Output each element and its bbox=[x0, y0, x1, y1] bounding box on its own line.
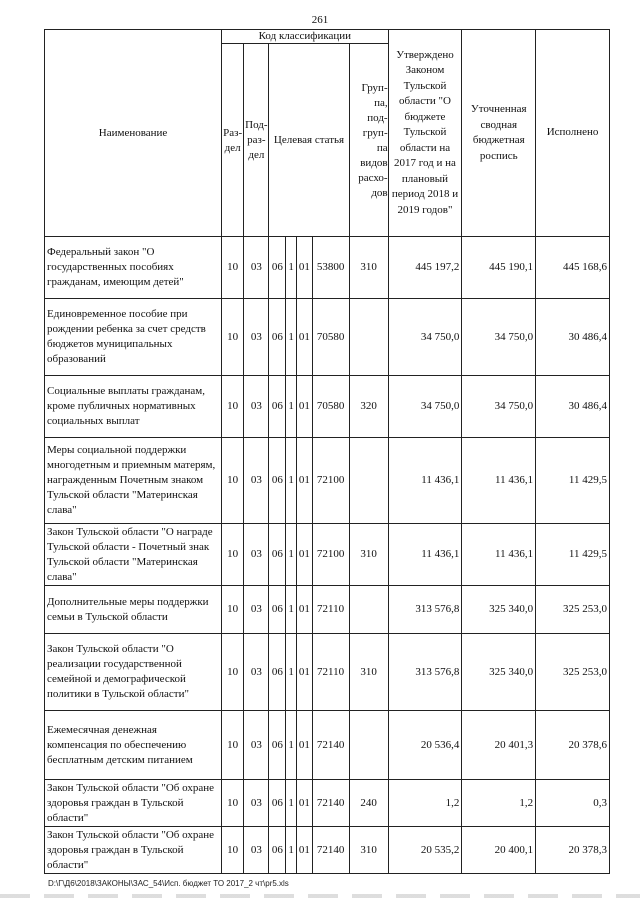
row-group: 240 bbox=[349, 780, 388, 827]
row-group: 310 bbox=[349, 237, 388, 299]
header-executed: Исполнено bbox=[536, 30, 610, 237]
row-name: Единовременное пособие при рождении ребенка за счет средств бюджетов муниципальных образований bbox=[45, 299, 222, 376]
table-body bbox=[45, 237, 610, 874]
row-target-4: 70580 bbox=[312, 299, 349, 376]
header-code-group: Код классификации bbox=[222, 30, 389, 44]
header-name: Наименование bbox=[45, 30, 222, 237]
row-razdel: 10 bbox=[222, 299, 244, 376]
row-executed: 325 253,0 bbox=[536, 634, 610, 711]
row-target-1: 06 bbox=[269, 827, 286, 874]
row-approved: 445 197,2 bbox=[388, 237, 462, 299]
row-podrazdel: 03 bbox=[244, 299, 269, 376]
row-target-3: 01 bbox=[296, 634, 312, 711]
row-target-2: 1 bbox=[286, 634, 297, 711]
row-target-2: 1 bbox=[286, 376, 297, 438]
row-refined: 34 750,0 bbox=[462, 376, 536, 438]
row-approved: 313 576,8 bbox=[388, 634, 462, 711]
row-target-4: 72110 bbox=[312, 634, 349, 711]
row-target-2: 1 bbox=[286, 780, 297, 827]
table-row bbox=[45, 634, 610, 711]
row-executed: 325 253,0 bbox=[536, 586, 610, 634]
row-target-4: 53800 bbox=[312, 237, 349, 299]
row-executed: 20 378,3 bbox=[536, 827, 610, 874]
table-header bbox=[45, 30, 610, 237]
row-executed: 30 486,4 bbox=[536, 376, 610, 438]
row-refined: 1,2 bbox=[462, 780, 536, 827]
table-row bbox=[45, 586, 610, 634]
row-target-3: 01 bbox=[296, 711, 312, 780]
row-name: Социальные выплаты гражданам, кроме публичных нормативных социальных выплат bbox=[45, 376, 222, 438]
row-podrazdel: 03 bbox=[244, 237, 269, 299]
row-refined: 11 436,1 bbox=[462, 438, 536, 524]
table-row bbox=[45, 780, 610, 827]
row-target-2: 1 bbox=[286, 586, 297, 634]
row-name: Закон Тульской области "О реализации государственной семейной и демографической политики в Тульской области" bbox=[45, 634, 222, 711]
row-executed: 30 486,4 bbox=[536, 299, 610, 376]
row-razdel: 10 bbox=[222, 711, 244, 780]
row-name: Закон Тульской области "Об охране здоровья граждан в Тульской области" bbox=[45, 827, 222, 874]
row-executed: 20 378,6 bbox=[536, 711, 610, 780]
row-podrazdel: 03 bbox=[244, 634, 269, 711]
row-target-4: 72140 bbox=[312, 780, 349, 827]
row-group: 310 bbox=[349, 524, 388, 586]
header-group: Груп- па, под- груп- па видов расхо- дов bbox=[349, 44, 388, 237]
row-name: Закон Тульской области "Об охране здоровья граждан в Тульской области" bbox=[45, 780, 222, 827]
row-podrazdel: 03 bbox=[244, 524, 269, 586]
row-target-4: 72140 bbox=[312, 711, 349, 780]
row-group bbox=[349, 586, 388, 634]
file-path-footer: D:\Г\Д6\2018\ЗАКОНЫ\ЗАС_54\Исп. бюджет ТО 2017_2 чт\pr5.xls bbox=[48, 879, 289, 888]
row-name: Дополнительные меры поддержки семьи в Тульской области bbox=[45, 586, 222, 634]
row-name: Меры социальной поддержки многодетным и приемным матерям, награжденным Почетным знаком Тульской области "Материнская слава" bbox=[45, 438, 222, 524]
row-target-1: 06 bbox=[269, 438, 286, 524]
row-target-2: 1 bbox=[286, 711, 297, 780]
row-target-1: 06 bbox=[269, 780, 286, 827]
row-target-3: 01 bbox=[296, 586, 312, 634]
scan-artifact bbox=[0, 894, 640, 898]
row-executed: 11 429,5 bbox=[536, 524, 610, 586]
row-target-2: 1 bbox=[286, 438, 297, 524]
row-approved: 34 750,0 bbox=[388, 376, 462, 438]
row-target-3: 01 bbox=[296, 376, 312, 438]
row-refined: 325 340,0 bbox=[462, 586, 536, 634]
row-razdel: 10 bbox=[222, 780, 244, 827]
row-podrazdel: 03 bbox=[244, 586, 269, 634]
row-target-4: 72100 bbox=[312, 438, 349, 524]
row-approved: 313 576,8 bbox=[388, 586, 462, 634]
table-row bbox=[45, 299, 610, 376]
row-target-3: 01 bbox=[296, 299, 312, 376]
table-row bbox=[45, 711, 610, 780]
row-target-2: 1 bbox=[286, 827, 297, 874]
row-group: 310 bbox=[349, 634, 388, 711]
row-group: 320 bbox=[349, 376, 388, 438]
row-refined: 325 340,0 bbox=[462, 634, 536, 711]
row-target-3: 01 bbox=[296, 827, 312, 874]
row-target-1: 06 bbox=[269, 586, 286, 634]
row-razdel: 10 bbox=[222, 438, 244, 524]
row-target-3: 01 bbox=[296, 237, 312, 299]
table-row bbox=[45, 524, 610, 586]
row-name: Ежемесячная денежная компенсация по обеспечению бесплатным детским питанием bbox=[45, 711, 222, 780]
row-group bbox=[349, 711, 388, 780]
row-razdel: 10 bbox=[222, 237, 244, 299]
row-podrazdel: 03 bbox=[244, 376, 269, 438]
row-approved: 20 536,4 bbox=[388, 711, 462, 780]
row-group: 310 bbox=[349, 827, 388, 874]
row-target-4: 72110 bbox=[312, 586, 349, 634]
row-name: Федеральный закон "О государственных пособиях гражданам, имеющим детей" bbox=[45, 237, 222, 299]
row-target-1: 06 bbox=[269, 376, 286, 438]
table-row bbox=[45, 827, 610, 874]
row-razdel: 10 bbox=[222, 524, 244, 586]
table-row bbox=[45, 237, 610, 299]
row-target-4: 70580 bbox=[312, 376, 349, 438]
row-target-1: 06 bbox=[269, 237, 286, 299]
table-row bbox=[45, 438, 610, 524]
row-refined: 11 436,1 bbox=[462, 524, 536, 586]
table-row bbox=[45, 376, 610, 438]
row-approved: 11 436,1 bbox=[388, 438, 462, 524]
row-executed: 11 429,5 bbox=[536, 438, 610, 524]
row-approved: 34 750,0 bbox=[388, 299, 462, 376]
row-target-2: 1 bbox=[286, 299, 297, 376]
row-target-1: 06 bbox=[269, 299, 286, 376]
header-target: Целевая статья bbox=[269, 44, 349, 237]
row-target-2: 1 bbox=[286, 237, 297, 299]
row-refined: 34 750,0 bbox=[462, 299, 536, 376]
row-group bbox=[349, 299, 388, 376]
row-target-1: 06 bbox=[269, 634, 286, 711]
header-podrazdel: Под- раз- дел bbox=[244, 44, 269, 237]
row-razdel: 10 bbox=[222, 586, 244, 634]
row-podrazdel: 03 bbox=[244, 780, 269, 827]
header-razdel: Раз- дел bbox=[222, 44, 244, 237]
row-podrazdel: 03 bbox=[244, 711, 269, 780]
row-target-4: 72140 bbox=[312, 827, 349, 874]
row-executed: 445 168,6 bbox=[536, 237, 610, 299]
row-target-2: 1 bbox=[286, 524, 297, 586]
row-executed: 0,3 bbox=[536, 780, 610, 827]
row-podrazdel: 03 bbox=[244, 438, 269, 524]
row-razdel: 10 bbox=[222, 376, 244, 438]
row-target-3: 01 bbox=[296, 780, 312, 827]
row-razdel: 10 bbox=[222, 634, 244, 711]
row-approved: 1,2 bbox=[388, 780, 462, 827]
budget-table bbox=[44, 29, 610, 874]
row-target-1: 06 bbox=[269, 524, 286, 586]
row-refined: 20 400,1 bbox=[462, 827, 536, 874]
row-target-1: 06 bbox=[269, 711, 286, 780]
row-name: Закон Тульской области "О награде Тульской области - Почетный знак Тульской области "Материнская слава" bbox=[45, 524, 222, 586]
row-group bbox=[349, 438, 388, 524]
row-target-4: 72100 bbox=[312, 524, 349, 586]
row-refined: 445 190,1 bbox=[462, 237, 536, 299]
page-number: 261 bbox=[311, 14, 329, 26]
header-approved: Утверждено Законом Тульской области "О бюджете Тульской области на 2017 год и на плановый период 2018 и 2019 годов" bbox=[388, 30, 462, 237]
row-target-3: 01 bbox=[296, 438, 312, 524]
row-target-3: 01 bbox=[296, 524, 312, 586]
row-refined: 20 401,3 bbox=[462, 711, 536, 780]
header-refined: Уточненная сводная бюджетная роспись bbox=[462, 30, 536, 237]
row-approved: 11 436,1 bbox=[388, 524, 462, 586]
row-approved: 20 535,2 bbox=[388, 827, 462, 874]
row-razdel: 10 bbox=[222, 827, 244, 874]
row-podrazdel: 03 bbox=[244, 827, 269, 874]
